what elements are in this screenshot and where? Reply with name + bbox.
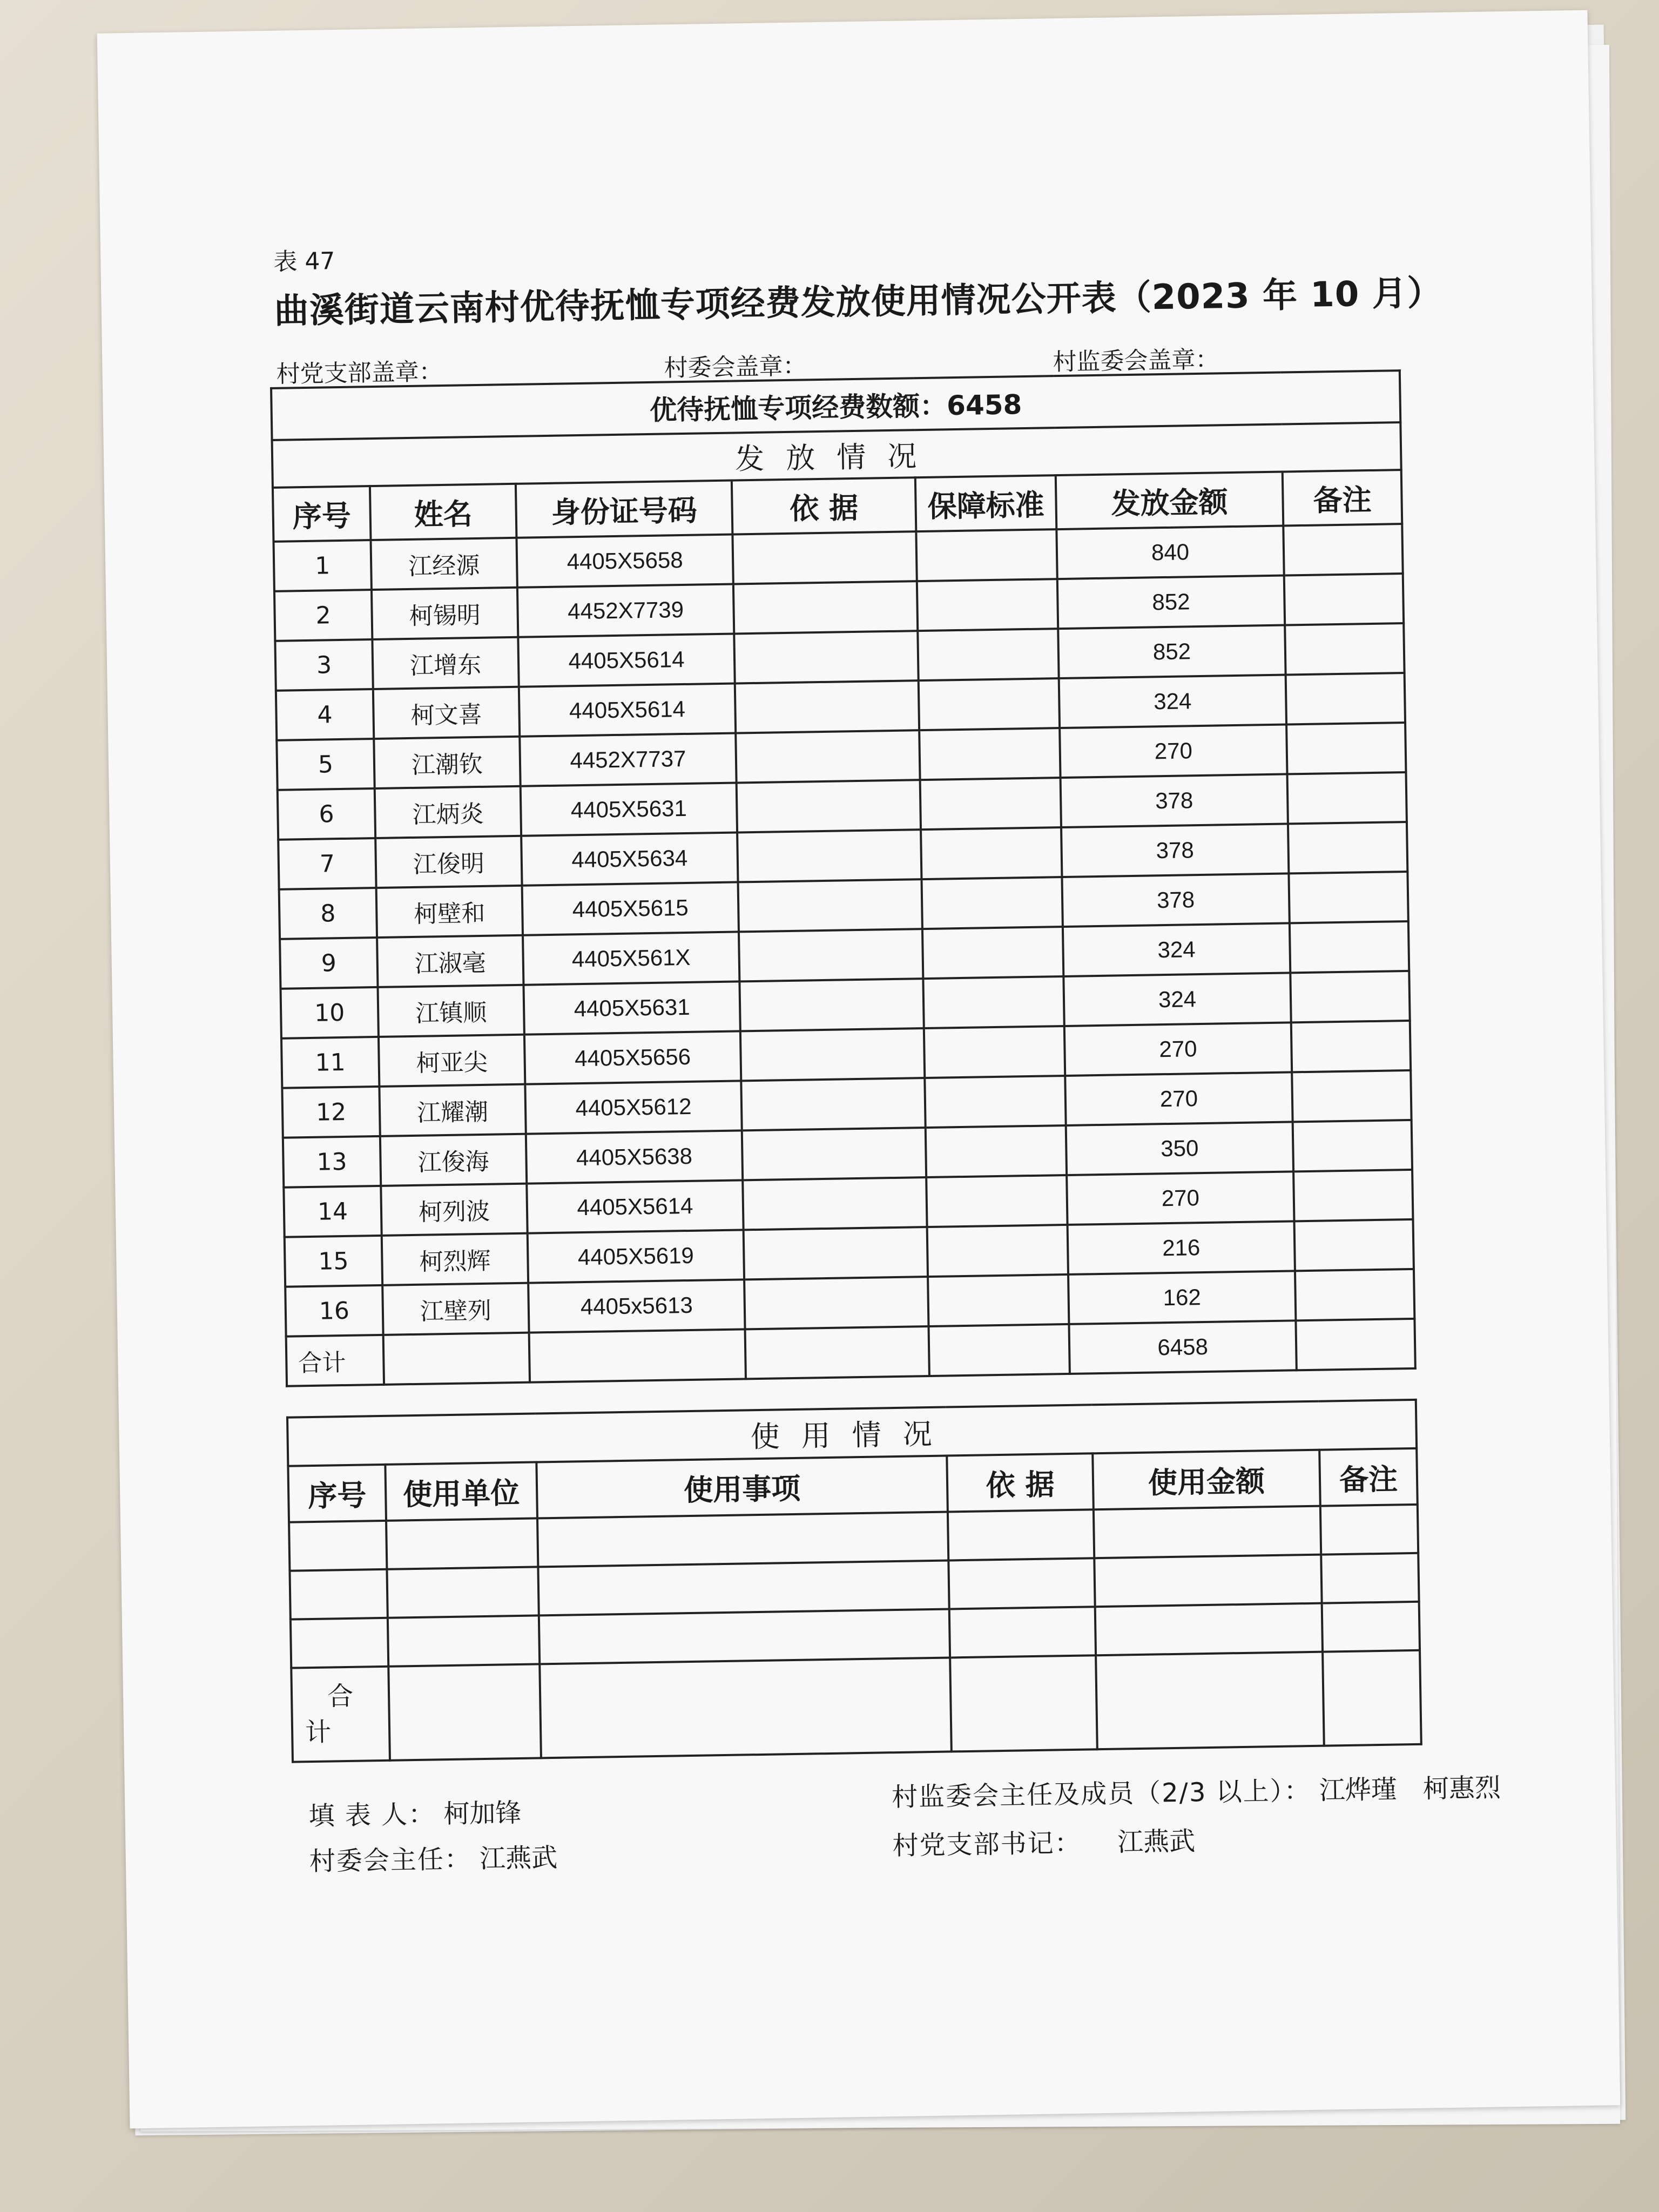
- standard-cell: [925, 1076, 1065, 1128]
- header-cell: 使用金额: [1092, 1450, 1320, 1510]
- remark-cell: [1283, 524, 1402, 575]
- filler-signature: [308, 1792, 522, 1832]
- table-cell: [928, 1324, 1069, 1376]
- header-cell: 身份证号码: [516, 481, 733, 538]
- usage-total-row: [291, 1650, 1421, 1762]
- basis-cell: [737, 830, 921, 882]
- standard-cell: [921, 827, 1062, 879]
- amount-cell: 270: [1064, 1022, 1292, 1076]
- table-cell: [745, 1326, 929, 1379]
- standard-cell: [928, 1274, 1069, 1326]
- row-number: 15: [285, 1236, 382, 1287]
- standard-cell: [927, 1225, 1068, 1277]
- basis-cell: [739, 979, 923, 1031]
- row-number: 6: [278, 788, 375, 840]
- basis-cell: [732, 531, 916, 584]
- row-number: 3: [275, 639, 373, 691]
- amount-cell: 852: [1057, 576, 1285, 629]
- basis-cell: [735, 680, 919, 733]
- basis-cell: [742, 1128, 926, 1180]
- id-number: 4405X5631: [521, 783, 737, 835]
- row-number: 11: [281, 1037, 379, 1088]
- id-number: 4405X5619: [528, 1230, 744, 1283]
- recipient-name: 柯列波: [381, 1184, 527, 1236]
- header-cell: 依 据: [732, 477, 916, 534]
- amount-cell: 378: [1062, 873, 1289, 927]
- table-cell: [383, 1333, 530, 1385]
- recipient-name: 江潮钦: [374, 737, 520, 788]
- standard-cell: [921, 877, 1062, 929]
- remark-cell: [1293, 1120, 1412, 1171]
- amount-cell: 270: [1065, 1072, 1292, 1125]
- header-cell: 姓名: [370, 484, 517, 540]
- document-title: 曲溪街道云南村优待抚恤专项经费发放使用情况公开表（2023 年 10 月）: [274, 273, 1443, 332]
- id-number: 4405X5614: [519, 684, 736, 737]
- remark-cell: [1286, 723, 1406, 774]
- row-number: 2: [274, 590, 372, 641]
- basis-cell: [740, 1028, 925, 1081]
- id-number: 4405X5638: [526, 1130, 743, 1183]
- remark-cell: [1286, 673, 1405, 724]
- amount-cell: 378: [1061, 824, 1289, 877]
- row-number: 5: [276, 739, 374, 790]
- standard-cell: [924, 1026, 1065, 1078]
- id-number: 4405X5612: [525, 1081, 741, 1134]
- remark-cell: [1295, 1269, 1414, 1320]
- header-cell: 保障标准: [915, 475, 1057, 531]
- usage-total-label-1: 合: [327, 1681, 354, 1712]
- id-number: 4452X7739: [517, 584, 734, 637]
- recipient-name: 江镇顺: [378, 985, 524, 1037]
- header-cell: 备注: [1319, 1448, 1418, 1506]
- remark-cell: [1293, 1170, 1413, 1221]
- party-branch-seal-label: 村党支部盖章：: [276, 358, 443, 388]
- standard-cell: [926, 1175, 1067, 1227]
- row-number: 12: [282, 1087, 380, 1138]
- filler-label: 填 表 人：: [308, 1799, 436, 1832]
- amount-cell: 840: [1056, 526, 1284, 579]
- id-number: 4405X5658: [516, 535, 733, 588]
- director-label: 村委会主任：: [309, 1844, 472, 1877]
- id-number: 4405X561X: [523, 932, 739, 984]
- amount-cell: 350: [1066, 1122, 1293, 1175]
- remark-cell: [1291, 1021, 1411, 1072]
- basis-cell: [737, 780, 921, 832]
- supervision-names: 江烨瑾 柯惠烈: [1319, 1772, 1501, 1806]
- usage-total-label-2: 计: [305, 1717, 332, 1748]
- usage-section-title: 使用情况: [287, 1400, 1417, 1466]
- total-amount: 6458: [1069, 1320, 1296, 1374]
- header-cell: 依 据: [947, 1453, 1094, 1512]
- amount-cell: 378: [1061, 774, 1288, 827]
- header-cell: 发放金额: [1056, 472, 1284, 530]
- recipient-name: 江炳炎: [375, 786, 521, 838]
- id-number: 4405x5613: [528, 1279, 745, 1332]
- basis-cell: [743, 1177, 927, 1230]
- basis-cell: [733, 581, 918, 633]
- document-page: [97, 10, 1621, 2129]
- remark-cell: [1289, 872, 1408, 923]
- id-number: 4405X5656: [524, 1031, 741, 1084]
- id-number: 4405X5615: [522, 882, 739, 935]
- recipient-name: 江经源: [370, 538, 517, 590]
- id-number: 4452X7737: [520, 733, 736, 786]
- standard-cell: [926, 1125, 1067, 1177]
- recipient-name: 江耀潮: [379, 1084, 525, 1136]
- header-cell: 使用事项: [536, 1456, 948, 1519]
- recipient-name: 江壁列: [382, 1283, 529, 1335]
- amount-cell: 162: [1068, 1271, 1296, 1324]
- total-label: 合计: [286, 1335, 384, 1386]
- header-cell: 备注: [1283, 470, 1402, 525]
- standard-cell: [919, 678, 1060, 730]
- amount-cell: 324: [1063, 973, 1291, 1026]
- form-number: 表 47: [273, 247, 335, 276]
- row-number: 7: [278, 838, 376, 889]
- remark-cell: [1292, 1070, 1411, 1122]
- header-cell: 序号: [273, 486, 371, 542]
- recipient-name: 柯亚尖: [379, 1035, 525, 1087]
- recipient-name: 江增东: [372, 637, 518, 689]
- header-cell: 使用单位: [385, 1462, 537, 1520]
- basis-cell: [744, 1227, 928, 1279]
- remark-cell: [1294, 1219, 1414, 1271]
- basis-cell: [736, 730, 920, 783]
- basis-cell: [738, 879, 922, 932]
- table-cell: [529, 1329, 746, 1382]
- fund-amount: 优待抚恤专项经费数额：6458: [271, 370, 1400, 440]
- remark-cell: [1290, 971, 1410, 1022]
- remark-cell: [1285, 623, 1404, 675]
- basis-cell: [739, 929, 923, 981]
- recipient-name: 柯壁和: [376, 886, 523, 938]
- recipient-name: 柯文喜: [373, 687, 520, 739]
- standard-cell: [916, 529, 1057, 581]
- secretary-name: 江燕武: [1117, 1826, 1196, 1858]
- row-number: 14: [284, 1186, 381, 1237]
- amount-cell: 216: [1068, 1221, 1295, 1274]
- secretary-signature: [892, 1820, 1196, 1862]
- amount-cell: 324: [1063, 923, 1290, 976]
- standard-cell: [919, 728, 1060, 780]
- remark-cell: [1288, 822, 1407, 873]
- supervision-label: 村监委会主任及成员（2/3 以上）：: [891, 1776, 1312, 1813]
- remark-cell: [1284, 574, 1404, 625]
- filler-name: 柯加锋: [443, 1797, 522, 1830]
- distribution-table: [270, 369, 1417, 1387]
- amount-cell: 270: [1067, 1171, 1294, 1225]
- distribution-section-title: 发放情况: [272, 422, 1401, 488]
- table-cell: [1296, 1319, 1415, 1370]
- village-committee-seal-label: 村委会盖章：: [664, 352, 807, 382]
- standard-cell: [923, 976, 1064, 1028]
- row-number: 16: [285, 1285, 383, 1337]
- row-number: 1: [274, 540, 372, 591]
- remark-cell: [1290, 921, 1409, 973]
- amount-cell: 324: [1059, 675, 1286, 728]
- supervision-committee-seal-label: 村监委会盖章：: [1053, 346, 1219, 376]
- amount-cell: 270: [1060, 724, 1287, 778]
- header-cell: 序号: [288, 1465, 386, 1522]
- standard-cell: [917, 579, 1058, 631]
- director-name: 江燕武: [479, 1842, 558, 1874]
- usage-table: [286, 1399, 1422, 1763]
- row-number: 9: [280, 938, 377, 989]
- basis-cell: [744, 1277, 928, 1329]
- supervision-signature: [892, 1766, 1501, 1813]
- id-number: 4405X5631: [523, 981, 740, 1034]
- row-number: 4: [276, 689, 374, 740]
- standard-cell: [922, 927, 1063, 979]
- secretary-label: 村党支部书记：: [892, 1827, 1082, 1862]
- id-number: 4405X5614: [518, 634, 734, 687]
- remark-cell: [1287, 772, 1407, 824]
- recipient-name: 柯锡明: [372, 588, 518, 639]
- standard-cell: [918, 629, 1058, 680]
- director-signature: [309, 1837, 557, 1878]
- standard-cell: [920, 778, 1061, 830]
- recipient-name: 柯烈辉: [382, 1233, 528, 1285]
- row-number: 8: [279, 888, 377, 939]
- id-number: 4405X5634: [521, 832, 738, 885]
- row-number: 10: [281, 987, 379, 1038]
- recipient-name: 江淑毫: [377, 935, 523, 987]
- basis-cell: [741, 1078, 925, 1130]
- recipient-name: 江俊海: [380, 1134, 527, 1186]
- recipient-name: 江俊明: [375, 836, 522, 888]
- row-number: 13: [283, 1136, 381, 1188]
- amount-cell: 852: [1058, 625, 1285, 679]
- id-number: 4405X5614: [527, 1180, 743, 1233]
- basis-cell: [734, 631, 918, 683]
